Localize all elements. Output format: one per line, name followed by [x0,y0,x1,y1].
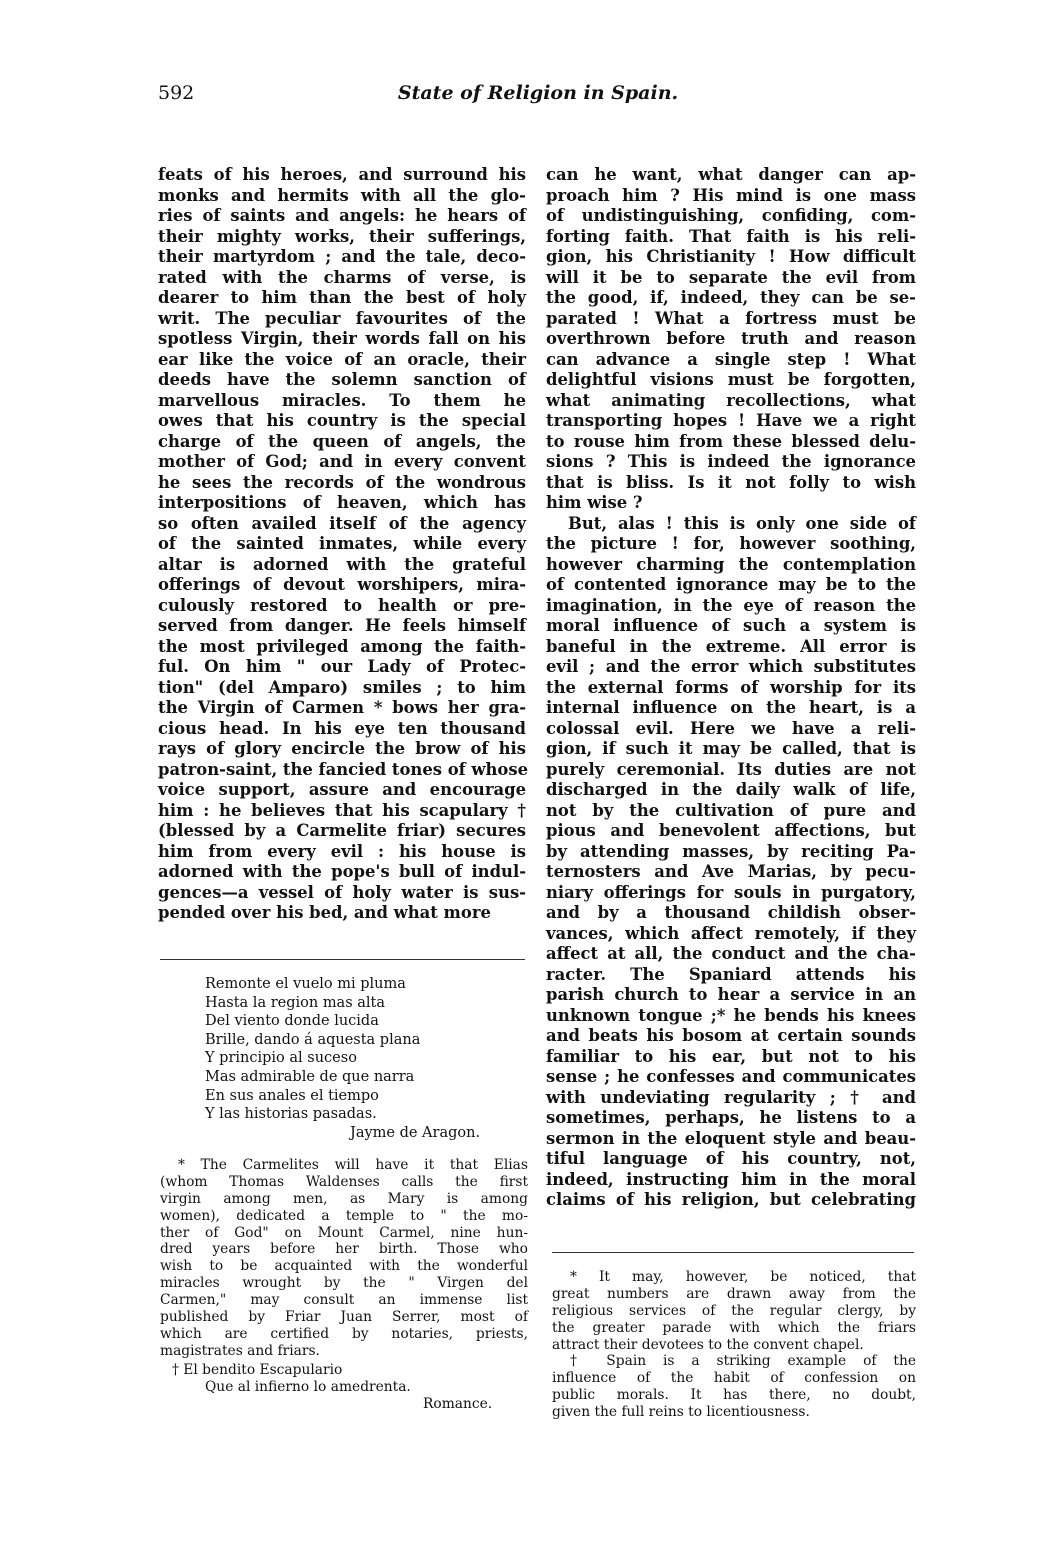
footnote-line: religious services of the regular clergy, by [552,1302,916,1319]
text-line: sometimes, perhaps, he listens to a [546,1108,916,1127]
text-line: him wise ? [546,493,643,512]
dagger-line-1: † El bendito Escapulario [172,1362,343,1378]
right-column [546,165,916,1211]
text-line: unknown tongue ;* he bends his knees [546,1005,916,1025]
verse-line: Y principio al suceso [205,1050,357,1067]
text-line: parated ! What a fortress must be [546,308,916,328]
footnote-line: public morals. It has there, no doubt, [552,1387,916,1404]
verse-line: En sus anales el tiempo [205,1087,379,1104]
text-line: culously restored to health or pre- [158,595,526,615]
text-line: patron-saint, the fancied tones of whose [158,759,529,779]
verse-line: Y las historias pasadas. [205,1106,377,1123]
footnote-line: dred years before her birth. Those who [160,1241,528,1258]
text-line: served from danger. He feels himself [158,616,526,635]
text-line: familiar to his ear, but not to his [546,1046,916,1066]
text-line: the good, if, indeed, they can be se- [546,288,916,307]
footnote-line: wish to be acquainted with the wonderful [160,1258,528,1275]
text-line: he sees the records of the wondrous [158,472,526,492]
text-line: voice support, assure and encourage [158,780,526,799]
footnote-line: virgin among men, as Mary is among [160,1190,528,1207]
text-line: colossal evil. Here we have a reli- [546,718,916,738]
text-line: with undeviating regularity ; † and [546,1087,916,1107]
text-line: can he want, what danger can ap- [546,165,916,184]
text-line: that is bliss. Is it not folly to wish [546,472,916,492]
text-line: imagination, in the eye of reason the [546,595,916,615]
footnote-line: attract their devotees to the convent chapel. [552,1336,864,1353]
footnote-line: great numbers are drawn away from the [552,1285,916,1302]
text-line: spotless Virgin, their words fall on his [158,329,526,348]
text-line: the most privileged among the faith- [158,636,526,656]
text-line: charge of the queen of angels, the [158,431,526,451]
text-line: him : he believes that his scapulary † [158,800,526,820]
text-line: gion, his Christianity ! How difficult [546,247,916,266]
text-line: altar is adorned with the grateful [158,554,526,574]
text-line: of undistinguishing, confiding, com- [546,206,916,225]
left-column [158,165,529,924]
text-line: niary offerings for souls in purgatory, [546,882,916,902]
verse-lines [205,975,535,1124]
text-line: interpositions of heaven, which has [158,493,526,512]
text-line: internal influence on the heart, is a [546,698,916,717]
verse-line: Brille, dando á aquesta plana [205,1031,421,1048]
footnote-line: given the full reins to licentiousness. [552,1404,810,1421]
text-line: however charming the contemplation [546,554,916,574]
text-line: tiful language of his country, not, [546,1149,916,1168]
left-footnote-dagger [160,1362,528,1413]
text-line: purely ceremonial. Its duties are not [546,759,916,779]
text-line: claims of his religion, but celebrating [546,1190,916,1209]
text-line: and beats his bosom at certain sounds [546,1026,916,1045]
verse-quotation [205,975,535,1142]
footnote-line: (whom Thomas Waldenses calls the first [160,1173,528,1190]
text-line: pious and benevolent affections, but [546,821,916,840]
text-line: evil ; and the error which substitutes [546,657,916,676]
text-line: rays of glory encircle the brow of his [158,739,526,758]
text-line: by attending masses, by reciting Pa- [546,841,916,861]
text-line: rated with the charms of verse, is [158,267,526,287]
text-line: gion, if such it may be called, that is [546,739,916,758]
footnote-line: Carmen," may consult an immense list [160,1292,528,1309]
footnote-line: * It may, however, be noticed, that [570,1269,916,1285]
text-line: ful. On him " our Lady of Protec- [158,657,526,676]
text-line: the Virgin of Carmen * bows her gra- [158,698,526,717]
text-line: ear like the voice of an oracle, their [158,349,526,369]
footnote-line: magistrates and friars. [160,1342,320,1359]
footnote-line: women), dedicated a temple to " the mo- [160,1207,528,1224]
left-column-rule [160,959,525,960]
text-line: what animating recollections, what [546,390,916,410]
text-line: indeed, instructing him in the moral [546,1169,916,1189]
text-line: ries of saints and angels: he hears of [158,206,526,225]
text-line: vances, which affect remotely, if they [546,923,916,943]
text-line: can advance a single step ! What [546,349,916,369]
text-line: (blessed by a Carmelite friar) secures [158,821,526,840]
text-line: deeds have the solemn sanction of [158,370,526,389]
text-line: will it be to separate the evil from [546,267,916,287]
right-footnotes [552,1269,916,1421]
text-line: racter. The Spaniard attends his [546,964,916,984]
verse-line: Mas admirable de que narra [205,1068,415,1085]
text-line: the external forms of worship for its [546,677,916,697]
text-line: transporting hopes ! Have we a right [546,411,916,430]
dagger-line-2: Que al infierno lo amedrenta. [205,1378,411,1395]
text-line: But, alas ! this is only one side of [568,513,916,533]
text-line: moral influence of such a system is [546,616,916,635]
text-line: to rouse him from these blessed delu- [546,431,916,451]
verse-attribution: Jayme de Aragon. [350,1124,481,1141]
text-line: cious head. In his eye ten thousand [158,718,526,738]
footnote-line: miracles wrought by the " Virgen del [160,1275,528,1292]
text-line: owes that his country is the special [158,411,526,430]
footnote-line: which are certified by notaries, priests, [160,1325,528,1342]
verse-line: Hasta la region mas alta [205,994,386,1011]
text-line: parish church to hear a service in an [546,985,916,1004]
text-line: feats of his heroes, and surround his [158,165,526,184]
footnote-line: ther of God" on Mount Carmel, nine hun- [160,1224,528,1241]
footnote-line: * The Carmelites will have it that Elias [178,1157,528,1173]
text-line: of contented ignorance may be to the [546,575,916,594]
text-line: their mighty works, their sufferings, [158,226,526,246]
text-line: the picture ! for, however soothing, [546,534,916,553]
left-footnote [160,1157,528,1360]
text-line: him from every evil : his house is [158,841,526,861]
text-line: ternosters and Ave Marias, by pecu- [546,862,916,881]
text-line: pended over his bed, and what more [158,903,491,922]
text-line: marvellous miracles. To them he [158,390,526,410]
text-line: affect at all, the conduct and the cha- [546,944,916,963]
text-line: offerings of devout worshipers, mira- [158,575,526,594]
text-line: dearer to him than the best of holy [158,288,526,307]
text-line: of the sainted inmates, while every [158,534,526,553]
text-line: gences—a vessel of holy water is sus- [158,882,526,902]
text-line: sermon in the eloquent style and beau- [546,1128,916,1148]
right-column-rule [552,1252,914,1253]
text-line: proach him ? His mind is one mass [546,185,916,205]
text-line: writ. The peculiar favourites of the [158,308,526,328]
text-line: tion" (del Amparo) smiles ; to him [158,677,526,697]
page-number: 592 [158,82,195,104]
text-line: mother of God; and in every convent [158,452,526,471]
text-line: and by a thousand childish obser- [546,903,916,922]
text-line: adorned with the pope's bull of indul- [158,862,526,881]
verse-line: Del viento donde lucida [205,1013,379,1030]
text-line: their martyrdom ; and the tale, deco- [158,247,526,266]
text-line: not by the cultivation of pure and [546,800,916,820]
running-title: State of Religion in Spain. [397,82,679,104]
text-line: sense ; he confesses and communicates [546,1067,916,1086]
footnote-line: the greater parade with which the friars [552,1319,916,1336]
verse-line: Remonte el vuelo mi pluma [205,976,406,992]
text-line: monks and hermits with all the glo- [158,185,526,205]
text-line: overthrown before truth and reason [546,329,916,348]
text-line: discharged in the daily walk of life, [546,780,916,799]
text-line: sions ? This is indeed the ignorance [546,452,916,471]
footnote-line: † Spain is a striking example of the [570,1353,916,1370]
text-line: delightful visions must be forgotten, [546,370,916,389]
dagger-attribution: Romance. [423,1395,493,1412]
text-line: baneful in the extreme. All error is [546,636,916,656]
footnote-line: influence of the habit of confession on [552,1370,916,1387]
running-header [158,82,918,112]
text-line: so often availed itself of the agency [158,513,526,533]
footnote-line: published by Friar Juan Serrer, most of [160,1309,528,1326]
text-line: forting faith. That faith is his reli- [546,226,916,246]
